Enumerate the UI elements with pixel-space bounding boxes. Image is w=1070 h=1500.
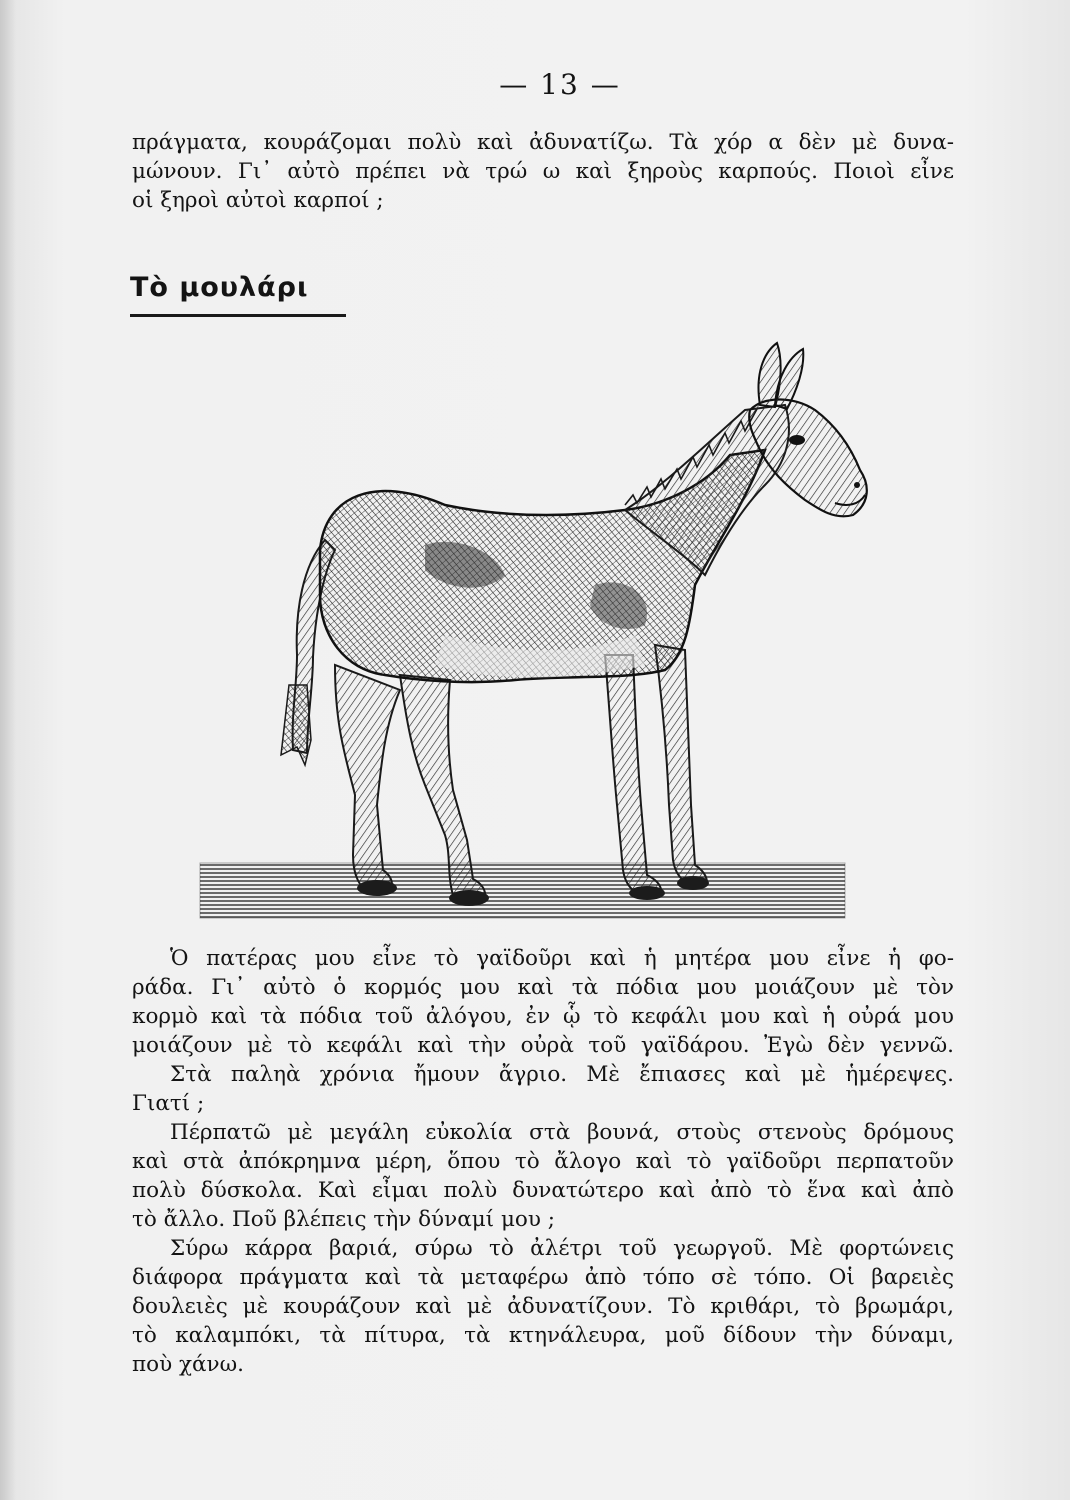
body-line: τὸ καλαμπόκι, τὰ πίτυρα, τὰ κτηνάλευρα, μοῦ δίδουν τὴν δύναμι, bbox=[132, 1323, 954, 1348]
body-line: Πέρπατῶ μὲ μεγάλη εὐκολία στὰ βουνά, στοὺς στενοὺς δρόμους bbox=[170, 1120, 954, 1145]
head bbox=[749, 343, 867, 516]
body-line: ράδα. Γι᾽ αὐτὸ ὁ κορμός μου καὶ τὰ πόδια μου μοιάζουν μὲ τὸν bbox=[132, 975, 954, 1000]
body-line: ποὺ χάνω. bbox=[132, 1352, 244, 1377]
body-paragraphs bbox=[132, 944, 954, 1379]
body-line: Στὰ παληὰ χρόνια ἤμουν ἄγριο. Μὲ ἔπιασες καὶ μὲ ἡμέρεψες. bbox=[170, 1062, 954, 1087]
heading-underline bbox=[130, 314, 346, 317]
body-line: διάφορα πράγματα καὶ τὰ μεταφέρω ἀπὸ τόπο σὲ τόπο. Οἱ βαρειὲς bbox=[132, 1265, 954, 1290]
body-line: μοιάζουν μὲ τὸ κεφάλι καὶ τὴν οὐρὰ τοῦ γαϊδάρου. Ἐγὼ δὲν γεννῶ. bbox=[132, 1033, 954, 1058]
mule-illustration bbox=[185, 335, 875, 930]
intro-line: οἱ ξηροὶ αὐτοὶ καρποί ; bbox=[132, 188, 384, 213]
section-heading: Τὸ μουλάρι bbox=[130, 272, 309, 303]
body-line: Γιατί ; bbox=[132, 1091, 205, 1116]
body-line: τὸ ἄλλο. Ποῦ βλέπεις τὴν δύναμί μου ; bbox=[132, 1207, 556, 1232]
body-line: Ὁ πατέρας μου εἶνε τὸ γαϊδοῦρι καὶ ἡ μητέρα μου εἶνε ἡ φο- bbox=[170, 946, 954, 971]
front-legs bbox=[605, 645, 709, 900]
body-line: πολὺ δύσκολα. Καὶ εἶμαι πολὺ δυνατώτερο καὶ ἀπὸ τὸ ἕνα καὶ ἀπὸ bbox=[132, 1178, 954, 1203]
body-line: Σύρω κάρρα βαριά, σύρω τὸ ἀλέτρι τοῦ γεωργοῦ. Μὲ φορτώνεις bbox=[170, 1236, 954, 1261]
body-line: δουλειὲς μὲ κουράζουν καὶ μὲ ἀδυνατίζουν. Τὸ κριθάρι, τὸ βρωμάρι, bbox=[132, 1294, 954, 1319]
body-line: κορμὸ καὶ τὰ πόδια τοῦ ἀλόγου, ἐν ᾧ τὸ κεφάλι μου καὶ ἡ οὐρά μου bbox=[132, 1004, 954, 1029]
page-edge-shadow bbox=[0, 0, 16, 1500]
intro-paragraph bbox=[132, 128, 954, 215]
body-line: καὶ στὰ ἀπόκρημνα μέρη, ὅπου τὸ ἄλογο καὶ τὸ γαϊδοῦρι περπατοῦν bbox=[132, 1149, 954, 1174]
intro-line: μώνουν. Γι᾽ αὐτὸ πρέπει νὰ τρώ ω καὶ ξηροὺς καρπούς. Ποιοὶ εἶνε bbox=[132, 159, 954, 184]
intro-line: πράγματα, κουράζομαι πολὺ καὶ ἀδυνατίζω. Τὰ χόρ α δὲν μὲ δυνα- bbox=[132, 130, 954, 155]
page-number: — 13 — bbox=[499, 68, 621, 101]
ground-strip bbox=[200, 863, 845, 918]
